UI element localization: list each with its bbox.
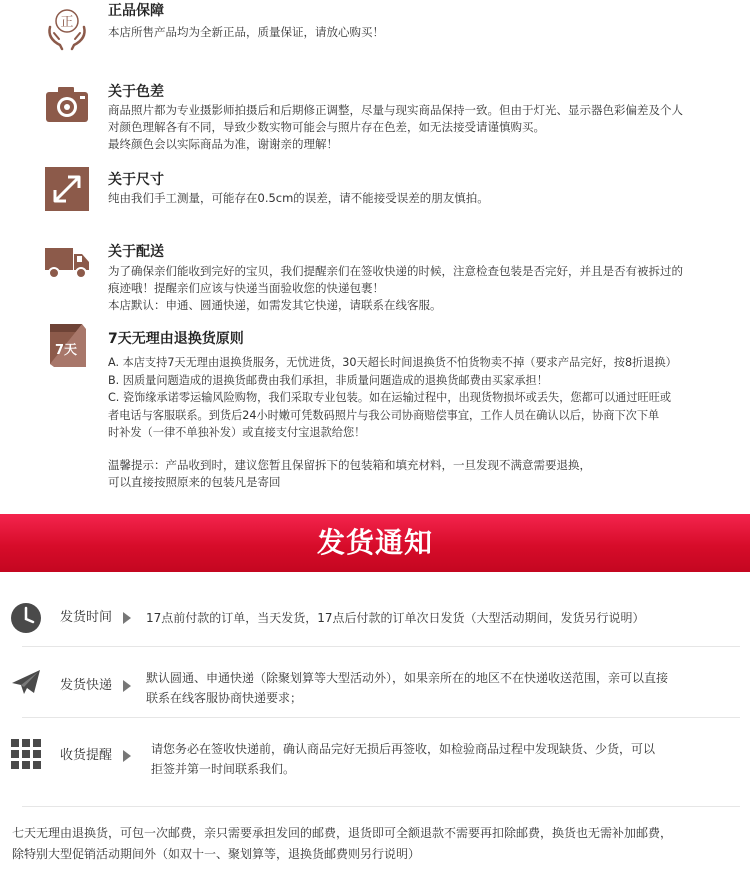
arrow-right-icon [123,612,131,624]
color-body: 商品照片都为专业摄影师拍摄后和后期修正调整，尽量与现实商品保持一致。但由于灯光、显示器色彩偏差及个人 对颜色理解各有不同，导致少数实物可能会与照片存在色差，如无法接受请谨慎购买。 最终颜色会以实际商品为准，谢谢亲的理解！ [108,103,683,151]
svg-text:正: 正 [60,15,74,30]
shipping-notice-banner [0,514,750,572]
delivery-title: 关于配送 [108,244,164,260]
shipping-receipt-text: 请您务必在签收快递前，确认商品完好无损后再签收，如检验商品过程中发现缺货、少货，可以 拒签并第一时间联系我们。 [151,742,656,776]
returns-body: A. 本店支持7天无理由退换货服务，无忧进货，30天超长时间退换货不怕货物卖不掉（要求产品完好，按8折退换） B. 因质量问题造成的退换货邮费由我们承担，非质量问题造成的退换货邮费由买家承担！ C. 瓷饰缘承诺零运输风险购物，我们采取专业包装。如在运输过程中，出现货物损坏或丢失，您都可以通过旺旺或 者电话与客服联系。到货后24小时嫩可凭数码照片与我公司协商赔偿事宜，工作人员在确认以后，协商下次下单 时补发（一律不单独补发）或直接支付宝退款给您！ [108,356,677,439]
shipping-time-text: 17点前付款的订单，当天发货，17点后付款的订单次日发货（大型活动期间，发货另行说明） [146,611,645,625]
camera-icon [44,82,90,128]
returns-title: 7天无理由退换货原则 [108,331,244,347]
truck-icon [44,240,90,286]
size-title: 关于尺寸 [108,172,164,188]
arrow-right-icon [123,680,131,692]
resize-arrow-icon [44,166,90,212]
guarantee-body: 本店所售产品均为全新正品，质量保证，请放心购买！ [108,25,384,39]
divider [22,646,740,647]
shipping-courier-label: 发货快递 [60,678,113,693]
shipping-courier-text: 默认圆通、申通快递（除聚划算等大型活动外），如果亲所在的地区不在快递收送范围，亲可以直接 联系在线客服协商快递要求； [146,671,669,705]
color-title: 关于色差 [108,84,164,100]
banner-title: 发货通知 [316,526,433,559]
calendar-7day-icon [44,321,90,367]
arrow-right-icon [123,750,131,762]
hands-icon [44,5,90,51]
calendar-7day-label: 7天 [54,343,78,358]
divider [22,806,740,807]
airplane-icon [10,667,42,699]
shipping-receipt-label: 收货提醒 [60,748,113,763]
warm-tips: 温馨提示：产品收到时，建议您暂且保留拆下的包装箱和填充材料，一旦发现不满意需要退换， 可以直接按照原来的包装凡是寄回 [108,458,591,489]
clock-icon [10,602,42,634]
size-body: 纯由我们手工测量，可能存在0.5cm的误差，请不能接受误差的朋友慎拍。 [108,191,489,205]
guarantee-title: 正品保障 [108,3,164,19]
footer-note: 七天无理由退换货，可包一次邮费，亲只需要承担发回的邮费，退货即可全额退款不需要再扣除邮费，换货也无需补加邮费， 除特别大型促销活动期间外（如双十一、聚划算等，退换货邮费则另行说明） [12,826,673,861]
delivery-body: 为了确保亲们能收到完好的宝贝，我们提醒亲们在签收快递的时候，注意检查包装是否完好，并且是否有被拆过的 痕迹哦！提醒亲们应该与快递当面验收您的快递包裹！ 本店默认：申通、圆通快递，如需发其它快递，请联系在线客服。 [108,264,683,312]
divider [22,717,740,718]
grid-icon [10,738,42,770]
shipping-time-label: 发货时间 [60,610,113,625]
